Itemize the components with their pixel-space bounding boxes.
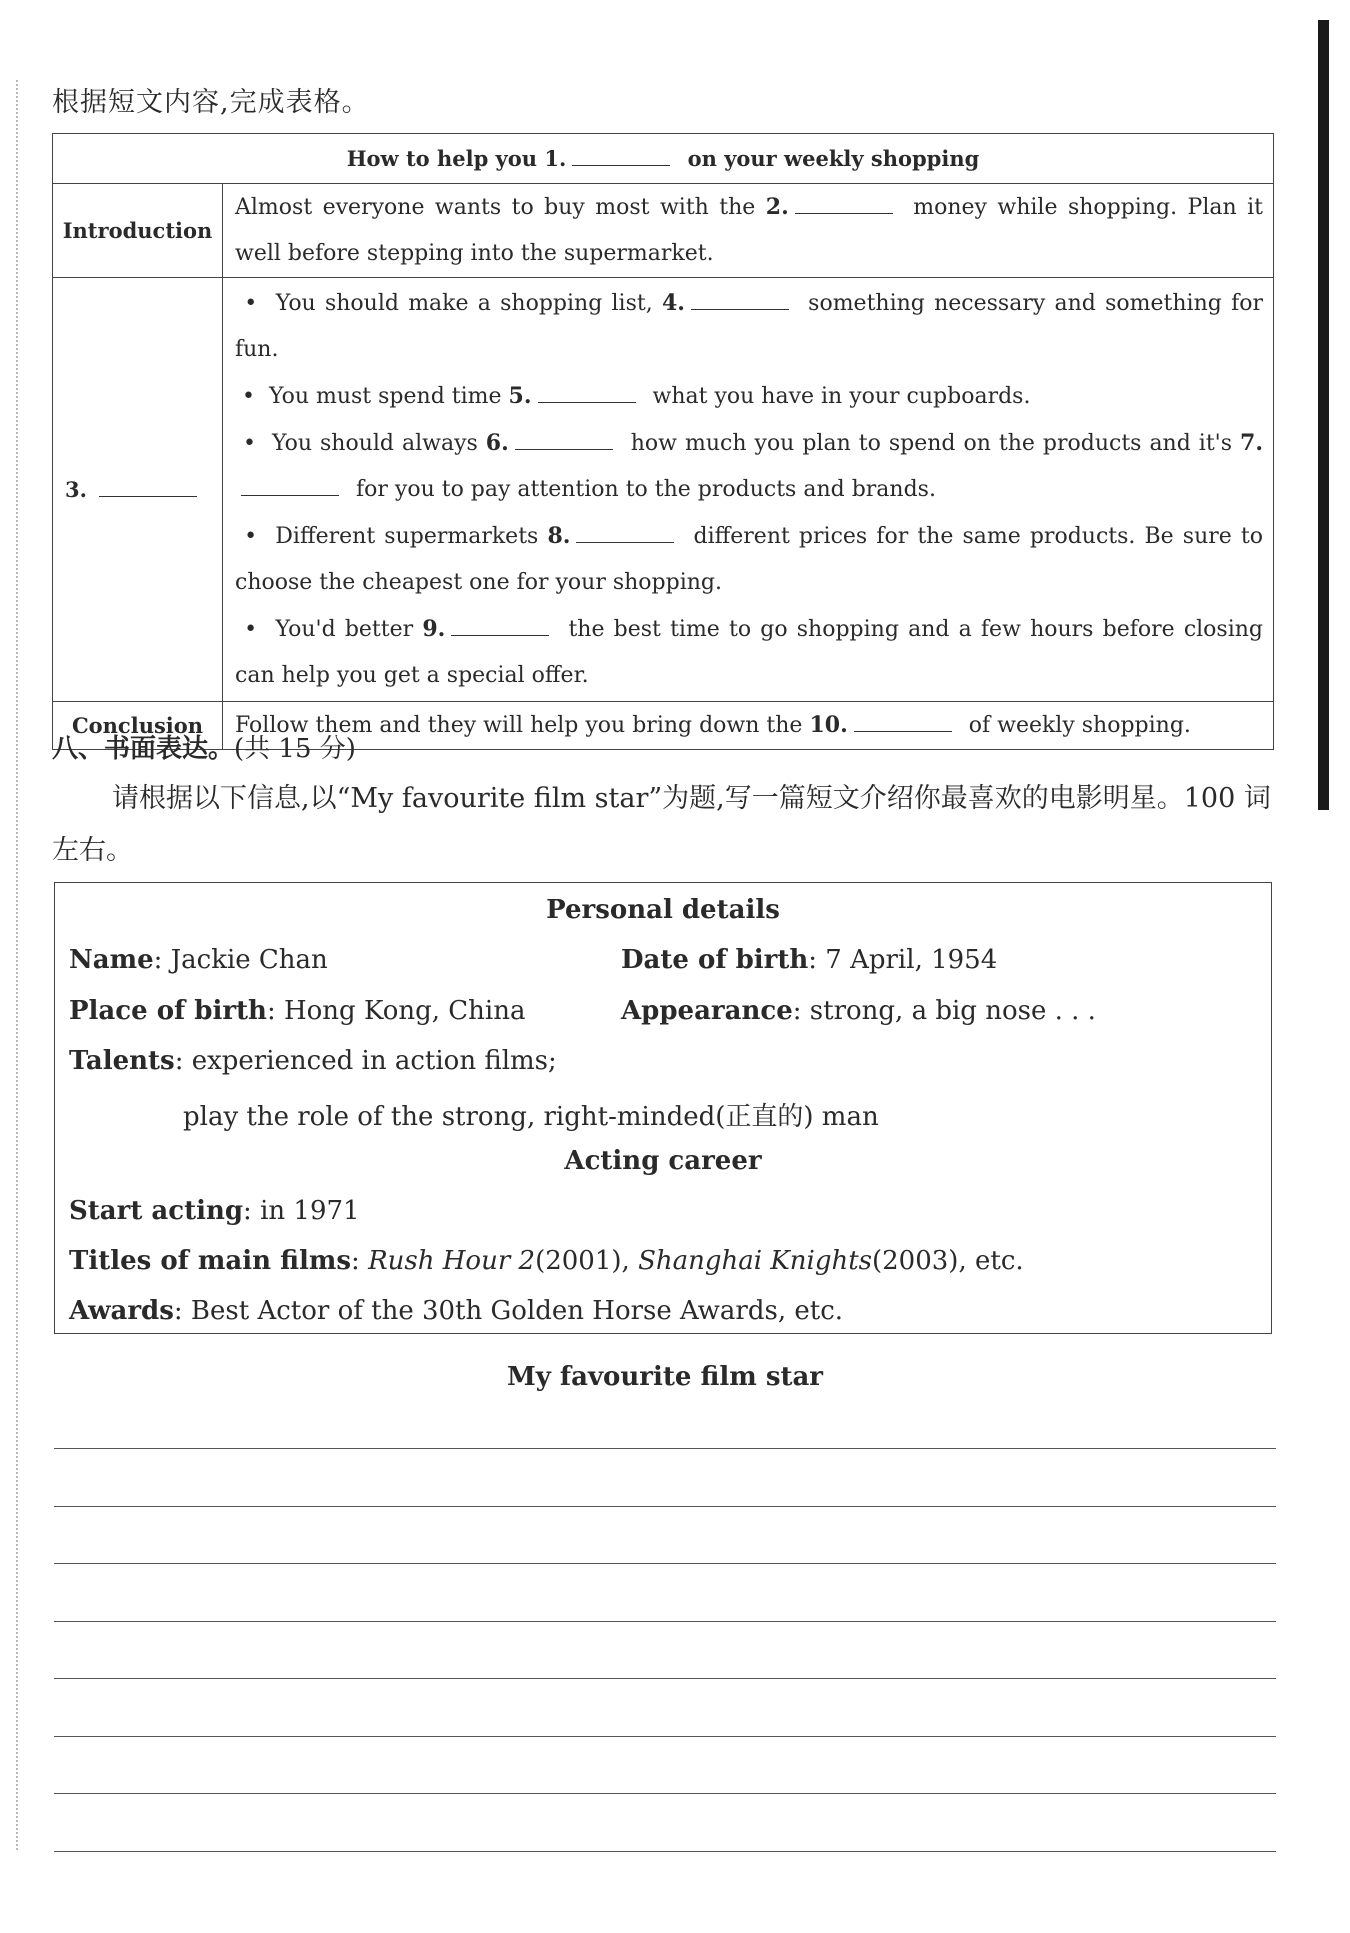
blank-9[interactable] [451,634,549,636]
blank-6[interactable] [515,448,613,450]
reading-table [52,133,1274,750]
conclusion-label: Conclusion [53,702,223,750]
tips-row [53,278,1274,702]
tip-item: • You should make a shopping list, 4. something necessary and something for fun. [235,290,1263,362]
introduction-text: Almost everyone wants to buy most with the 2. money while shopping. Plan it well before stepping into the supermarket. [223,184,1274,278]
essay-title: My favourite film star [506,1362,824,1392]
name-line: Name: Jackie Chan [69,945,328,975]
introduction-row [53,184,1274,278]
writing-line[interactable] [54,1506,1276,1507]
tip-item: • Different supermarkets 8. different prices for the same products. Be sure to choose the cheapest one for your shopping. [235,523,1263,595]
tip-item: • You should always 6. how much you plan to spend on the products and it's 7. for you to pay attention to the products and brands. [235,430,1263,502]
conclusion-text: Follow them and they will help you bring down the 10. of weekly shopping. [223,702,1274,750]
writing-section-title: 八、书面表达。(共 15 分) [52,734,356,764]
blank-1[interactable] [572,164,670,166]
dob-line: Date of birth: 7 April, 1954 [621,945,998,975]
scan-edge-bar [1318,20,1329,810]
blank-5[interactable] [538,401,636,403]
table-title: How to help you 1. on your weekly shopping [53,134,1274,184]
appearance-line: Appearance: strong, a big nose . . . [621,996,1096,1026]
section-score: (共 15 分) [234,734,356,764]
writing-line[interactable] [54,1448,1276,1449]
blank-4[interactable] [691,308,789,310]
personal-details-header: Personal details [546,895,780,925]
tips-list [223,278,1274,702]
writing-line[interactable] [54,1851,1276,1852]
main-films-line: Titles of main films: Rush Hour 2(2001), Shanghai Knights(2003), etc. [69,1246,1024,1276]
blank-8[interactable] [576,541,674,543]
writing-line[interactable] [54,1621,1276,1622]
pob-line: Place of birth: Hong Kong, China [69,996,526,1026]
acting-career-header: Acting career [564,1146,762,1176]
writing-line[interactable] [54,1736,1276,1737]
writing-prompt: 请根据以下信息,以“My favourite film star”为题,写一篇短文介绍你最喜欢的电影明星。100 词左右。 [52,783,1271,866]
talents-line: Talents: experienced in action films; [69,1046,557,1076]
tip-item: • You must spend time 5. what you have in your cupboards. [235,383,1031,409]
start-acting-line: Start acting: in 1971 [69,1196,360,1226]
blank-3[interactable] [99,495,197,497]
talents-line-2: play the role of the strong, right-minded(正直的) man [183,1102,879,1132]
blank-7[interactable] [241,494,339,496]
blank-2[interactable] [795,212,893,214]
info-box [54,882,1272,1334]
writing-line[interactable] [54,1563,1276,1564]
awards-line: Awards: Best Actor of the 30th Golden Horse Awards, etc. [69,1296,844,1326]
table-title-row [53,134,1274,184]
blank-10[interactable] [854,730,952,732]
writing-line[interactable] [54,1793,1276,1794]
introduction-label: Introduction [53,184,223,278]
page-margin-rule [16,80,18,1850]
writing-line[interactable] [54,1678,1276,1679]
tips-label: 3. [53,278,223,702]
tip-item: • You'd better 9. the best time to go shopping and a few hours before closing can help you get a special offer. [235,616,1263,688]
table-instruction: 根据短文内容,完成表格。 [52,87,370,118]
